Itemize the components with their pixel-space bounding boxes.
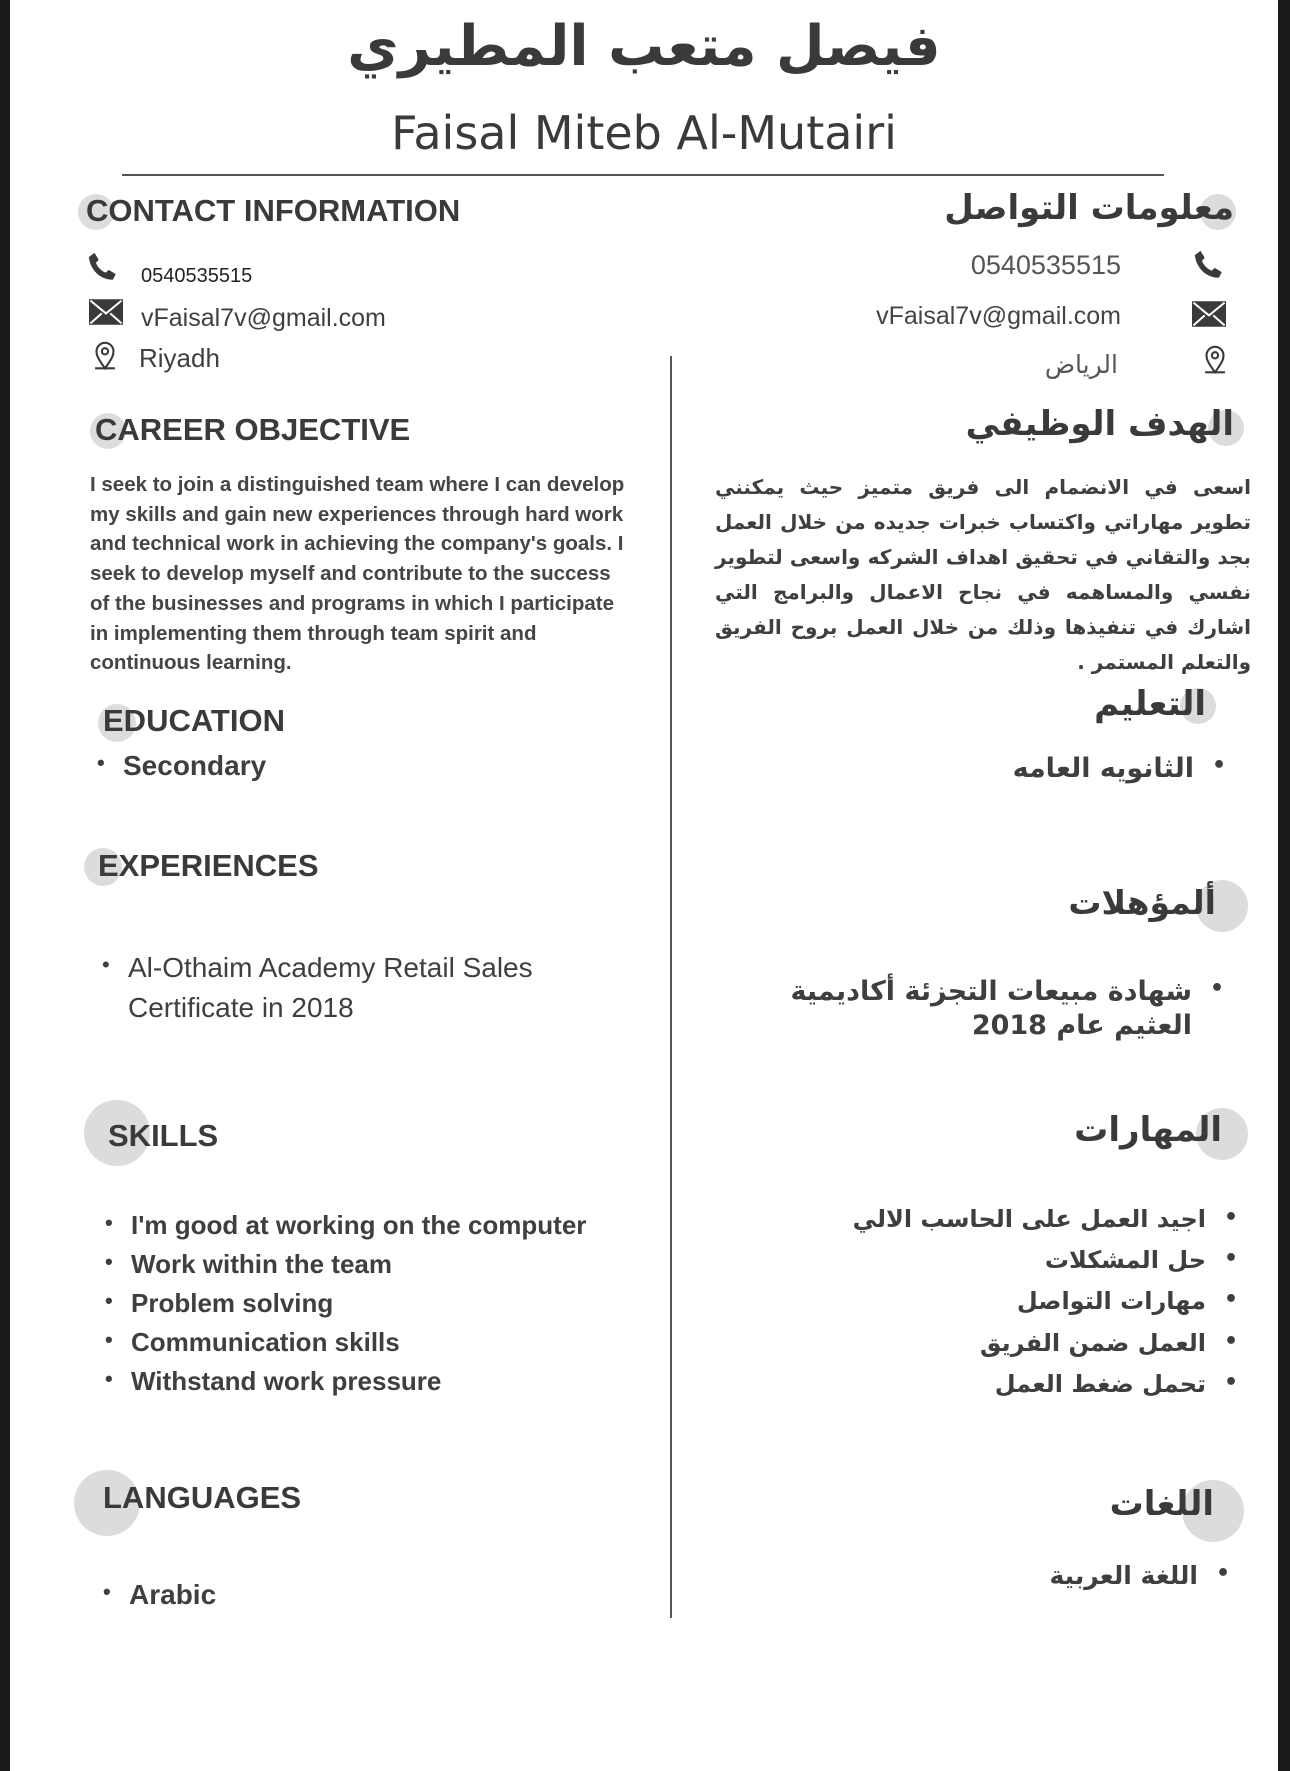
qualifications-heading-ar: ألمؤهلات bbox=[1068, 883, 1216, 922]
skill-item-ar: • تحمل ضغط العمل bbox=[995, 1370, 1206, 1398]
contact-phone: 0540535515 bbox=[141, 265, 253, 287]
language-item: • Arabic bbox=[129, 1579, 216, 1611]
objective-text-ar: اسعى في الانضمام الى فريق متميز حيث يمكنني تطوير مهاراتي واكتساب خبرات جديده من خلال العمل بجد والتقاني في تحقيق اهداف الشركه واسعى لتطوير نفسي والمساهمه في نجاح الاعمال والبرامج التي اشارك في تنفيذها وذلك من خلال العمل بروح الفريق والتعلم المستمر . bbox=[715, 475, 1251, 674]
column-divider bbox=[670, 356, 672, 1618]
qualification-item-cont-ar: العثيم عام 2018 bbox=[971, 1010, 1192, 1041]
skills-heading-ar: المهارات bbox=[1074, 1110, 1222, 1150]
education-heading-ar: التعليم bbox=[1094, 684, 1206, 724]
phone-icon bbox=[86, 250, 120, 284]
education-item-ar: • الثانويه العامه bbox=[1013, 753, 1194, 784]
skills-heading: SKILLS bbox=[108, 1118, 219, 1153]
contact-phone-ar: 0540535515 bbox=[970, 250, 1121, 280]
experience-item-cont: Certificate in 2018 bbox=[128, 992, 354, 1023]
skill-item: • I'm good at working on the computer bbox=[131, 1210, 586, 1241]
skill-item: • Communication skills bbox=[131, 1327, 400, 1358]
skill-item-ar: • حل المشكلات bbox=[1045, 1246, 1206, 1274]
header-divider bbox=[122, 174, 1164, 176]
qualification-item-ar: • شهادة مبيعات التجزئة أكاديمية bbox=[790, 976, 1192, 1007]
experiences-heading: EXPERIENCES bbox=[98, 848, 319, 883]
languages-heading: LANGUAGES bbox=[103, 1480, 302, 1515]
skill-item: • Work within the team bbox=[131, 1249, 392, 1280]
contact-heading-ar: معلومات التواصل bbox=[944, 188, 1234, 228]
envelope-icon bbox=[89, 298, 123, 326]
resume-page bbox=[10, 0, 1278, 1771]
envelope-icon bbox=[1192, 300, 1226, 328]
skill-item: • Withstand work pressure bbox=[131, 1366, 441, 1397]
objective-text: I seek to join a distinguished team where I can develop my skills and gain new experiences through hard work and technical work in achieving the company's goals. I seek to develop myself and contribute to the success of the businesses and programs in which I participate in implementing them through team spirit and continuous learning. bbox=[90, 473, 625, 675]
name-arabic: فيصل متعب المطيري bbox=[347, 14, 941, 79]
experience-item: • Al-Othaim Academy Retail Sales bbox=[128, 952, 533, 984]
skill-item-ar: • العمل ضمن الفريق bbox=[980, 1329, 1206, 1357]
objective-heading: CAREER OBJECTIVE bbox=[95, 412, 411, 447]
objective-heading-ar: الهدف الوظيفي bbox=[965, 404, 1234, 444]
skill-item-ar: • اجيد العمل على الحاسب الالي bbox=[853, 1205, 1206, 1233]
map-pin-icon bbox=[1200, 344, 1230, 378]
skill-item: • Problem solving bbox=[131, 1288, 333, 1319]
contact-city: Riyadh bbox=[139, 343, 220, 373]
contact-email-ar[interactable]: vFaisal7v@gmail.com bbox=[876, 302, 1121, 330]
education-heading: EDUCATION bbox=[103, 703, 285, 738]
skill-item-ar: • مهارات التواصل bbox=[1017, 1287, 1206, 1315]
languages-heading-ar: اللغات bbox=[1109, 1484, 1214, 1524]
contact-city-ar: الرياض bbox=[1044, 350, 1118, 379]
name-english: Faisal Miteb Al-Mutairi bbox=[391, 106, 897, 160]
language-item-ar: • اللغة العربية bbox=[1049, 1561, 1198, 1590]
map-pin-icon bbox=[90, 340, 120, 374]
education-item: • Secondary bbox=[123, 750, 266, 782]
phone-icon bbox=[1192, 248, 1226, 282]
contact-email[interactable]: vFaisal7v@gmail.com bbox=[141, 304, 386, 332]
contact-heading: CONTACT INFORMATION bbox=[86, 193, 461, 228]
